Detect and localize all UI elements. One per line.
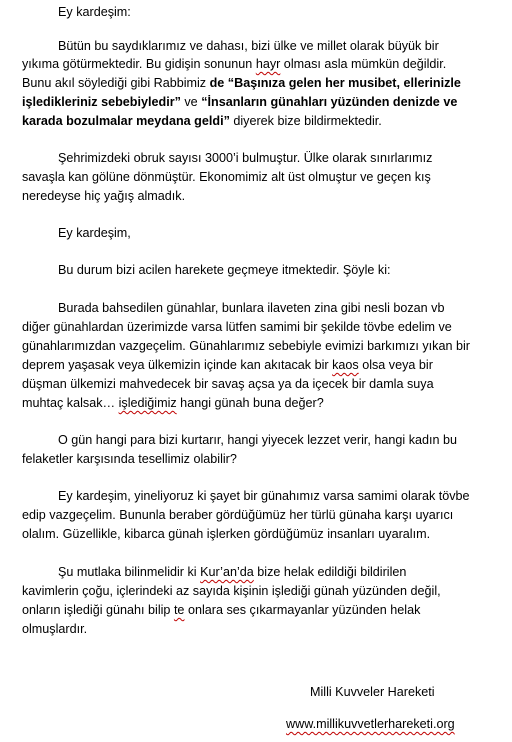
paragraph-5-line-1: O gün hangi para bizi kurtarır, hangi yiyecek lezzet verir, hangi kadın bu: [58, 433, 458, 447]
bold-quote: “İnsanların günahları yüzünden denizde ve: [201, 95, 458, 109]
greeting-line: Ey kardeşim:: [58, 5, 131, 19]
paragraph-6-line-3: olalım. Güzellikle, kibarca günah işlerken gördüğümüz insanları uyaralım.: [22, 527, 431, 541]
spellcheck-word: hayr: [255, 57, 281, 71]
paragraph-7-line-1: [58, 564, 406, 580]
spellcheck-word: Kur’an’da: [200, 565, 254, 579]
text-run: diyerek bize bildirmektedir.: [229, 114, 382, 128]
text-run: onların işlediği günahı bilip: [22, 603, 174, 617]
text-run: deprem yaşasak veya ülkemizin içinde kan akıtacak bir: [22, 358, 333, 372]
text-run: olması asla mümkün değildir.: [280, 57, 447, 71]
paragraph-7-line-4: olmuşlardır.: [22, 622, 88, 636]
paragraph-5-line-2: felaketler karşısında tesellimiz olabilir?: [22, 452, 237, 466]
text-run: bize helak edildiği bildirilen: [253, 565, 407, 579]
greeting-2-line: Ey kardeşim,: [58, 226, 131, 240]
text-run: Şu mutlaka bilinmelidir ki: [58, 565, 201, 579]
paragraph-1-line-3: [22, 75, 461, 91]
paragraph-4-line-3: günahlarımızdan vazgeçelim. Günahlarımız sebebiyle evimizi barkımızı yıkan bir: [22, 339, 470, 353]
bold-quote: işledikleriniz sebebiyledir”: [22, 95, 181, 109]
bold-quote: karada bozulmalar meydana geldi”: [22, 114, 230, 128]
text-run: onlara ses çıkarmayanlar yüzünden helak: [184, 603, 421, 617]
paragraph-1-line-2: [22, 56, 446, 72]
paragraph-2-line-3: neredeyse hiç yağış almadık.: [22, 189, 186, 203]
paragraph-3-line: Bu durum bizi acilen harekete geçmeye itmektedir. Şöyle ki:: [58, 263, 391, 277]
text-run: hangi günah buna değer?: [176, 396, 324, 410]
text-run: ve: [180, 95, 202, 109]
paragraph-6-line-1: Ey kardeşim, yineliyoruz ki şayet bir günahımız varsa samimi olarak tövbe: [58, 489, 470, 503]
paragraph-2-line-1: Şehrimizdeki obruk sayısı 3000’i bulmuştur. Ülke olarak sınırlarımız: [58, 151, 433, 165]
paragraph-4-line-6: [22, 395, 324, 411]
spellcheck-word: kaos: [332, 358, 359, 372]
spellcheck-word: işlediğimiz: [118, 396, 177, 410]
text-run: olsa veya bir: [358, 358, 433, 372]
paragraph-1-line-5: [22, 113, 382, 129]
text-run: Bunu akıl söylediği gibi Rabbimiz: [22, 76, 210, 90]
text-run: muhtaç kalsak…: [22, 396, 119, 410]
paragraph-4-line-1: Burada bahsedilen günahlar, bunlara ilaveten zina gibi nesli bozan vb: [58, 301, 445, 315]
paragraph-4-line-4: [22, 357, 433, 373]
paragraph-1-line-1: Bütün bu saydıklarımız ve dahası, bizi ülke ve millet olarak büyük bir: [58, 39, 439, 53]
signature: Milli Kuvveler Hareketi: [310, 685, 435, 699]
website-link[interactable]: www.millikuvvetlerhareketi.org: [286, 717, 455, 731]
paragraph-7-line-2: kavimlerin çoğu, içlerindeki az sayıda kişinin işlediği günah yüzünden değil,: [22, 584, 441, 598]
paragraph-6-line-2: edip vazgeçelim. Bununla beraber gördüğümüz her türlü günaha karşı uyarıcı: [22, 508, 454, 522]
text-run: yıkıma götürmektedir. Bu gidişin sonunun: [22, 57, 256, 71]
paragraph-7-line-3: [22, 602, 420, 618]
paragraph-2-line-2: savaşla kan gölüne dönmüştür. Ekonomimiz alt üst olmuştur ve geçen kış: [22, 170, 431, 184]
spellcheck-word: te: [173, 603, 185, 617]
bold-quote: de “Başınıza gelen her musibet, ellerinizle: [209, 76, 461, 90]
paragraph-4-line-2: diğer günahlardan üzerimizde varsa lütfen samimi bir şekilde tövbe edelim ve: [22, 320, 452, 334]
paragraph-1-line-4: [22, 94, 457, 110]
paragraph-4-line-5: düşman ülkemizi mahvedecek bir savaş açsa ya da içecek bir damla suya: [22, 377, 434, 391]
